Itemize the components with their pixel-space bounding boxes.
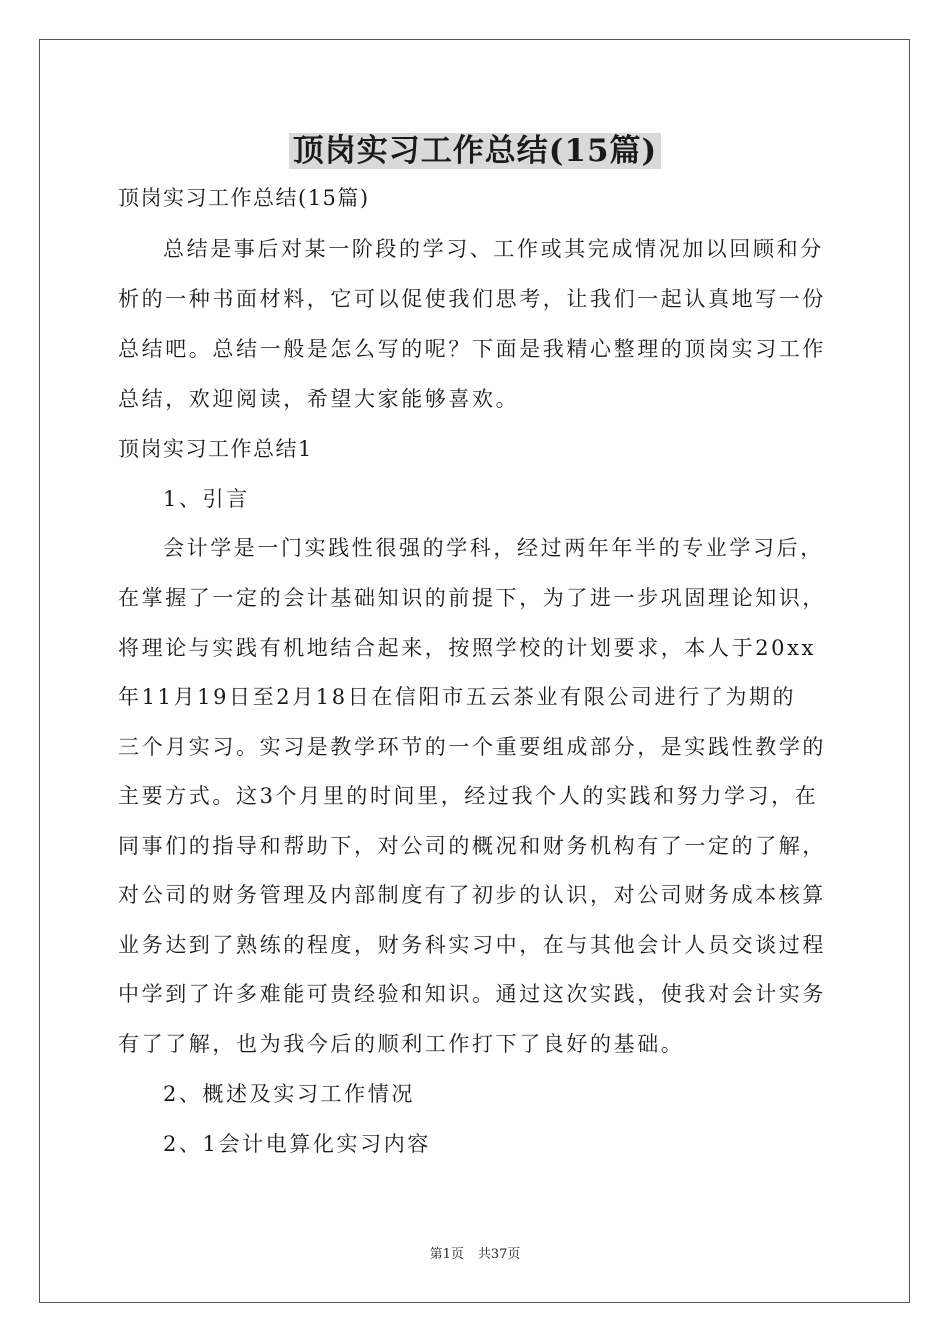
document-title-text: 顶岗实习工作总结(15篇) bbox=[289, 133, 661, 169]
body-line: 三个月实习。实习是教学环节的一个重要组成部分，是实践性教学的 bbox=[118, 735, 826, 759]
page-footer bbox=[0, 1246, 950, 1264]
page-total: 共37页 bbox=[477, 1247, 521, 1262]
body-line: 有了了解，也为我今后的顺利工作打下了良好的基础。 bbox=[118, 1032, 685, 1056]
intro-line: 总结是事后对某一阶段的学习、工作或其完成情况加以回顾和分 bbox=[163, 237, 824, 261]
body-line: 会计学是一门实践性很强的学科，经过两年年半的专业学习后， bbox=[163, 536, 824, 560]
document-subtitle: 顶岗实习工作总结(15篇) bbox=[118, 186, 370, 210]
item-heading-subsection: 2、1会计电算化实习内容 bbox=[163, 1132, 431, 1156]
intro-line: 总结吧。总结一般是怎么写的呢？下面是我精心整理的顶岗实习工作 bbox=[118, 337, 826, 361]
body-line: 年11月19日至2月18日在信阳市五云茶业有限公司进行了为期的 bbox=[118, 685, 797, 709]
section-heading: 顶岗实习工作总结1 bbox=[118, 437, 313, 461]
body-line: 中学到了许多难能可贵经验和知识。通过这次实践，使我对会计实务 bbox=[118, 982, 826, 1006]
body-line: 对公司的财务管理及内部制度有了初步的认识，对公司财务成本核算 bbox=[118, 883, 826, 907]
body-line: 同事们的指导和帮助下，对公司的概况和财务机构有了一定的了解， bbox=[118, 834, 826, 858]
page-border bbox=[39, 39, 910, 1303]
body-line: 将理论与实践有机地结合起来，按照学校的计划要求，本人于20xx bbox=[118, 636, 817, 660]
intro-line: 总结，欢迎阅读，希望大家能够喜欢。 bbox=[118, 387, 520, 411]
page-number: 第1页 bbox=[429, 1247, 464, 1262]
item-heading-intro: 1、引言 bbox=[163, 487, 250, 511]
document-title bbox=[0, 128, 950, 174]
body-line: 主要方式。这3个月里的时间里，经过我个人的实践和努力学习，在 bbox=[118, 784, 819, 808]
intro-line: 析的一种书面材料，它可以促使我们思考，让我们一起认真地写一份 bbox=[118, 287, 826, 311]
item-heading-overview: 2、概述及实习工作情况 bbox=[163, 1082, 415, 1106]
body-line: 业务达到了熟练的程度，财务科实习中，在与其他会计人员交谈过程 bbox=[118, 933, 826, 957]
body-line: 在掌握了一定的会计基础知识的前提下，为了进一步巩固理论知识， bbox=[118, 586, 826, 610]
